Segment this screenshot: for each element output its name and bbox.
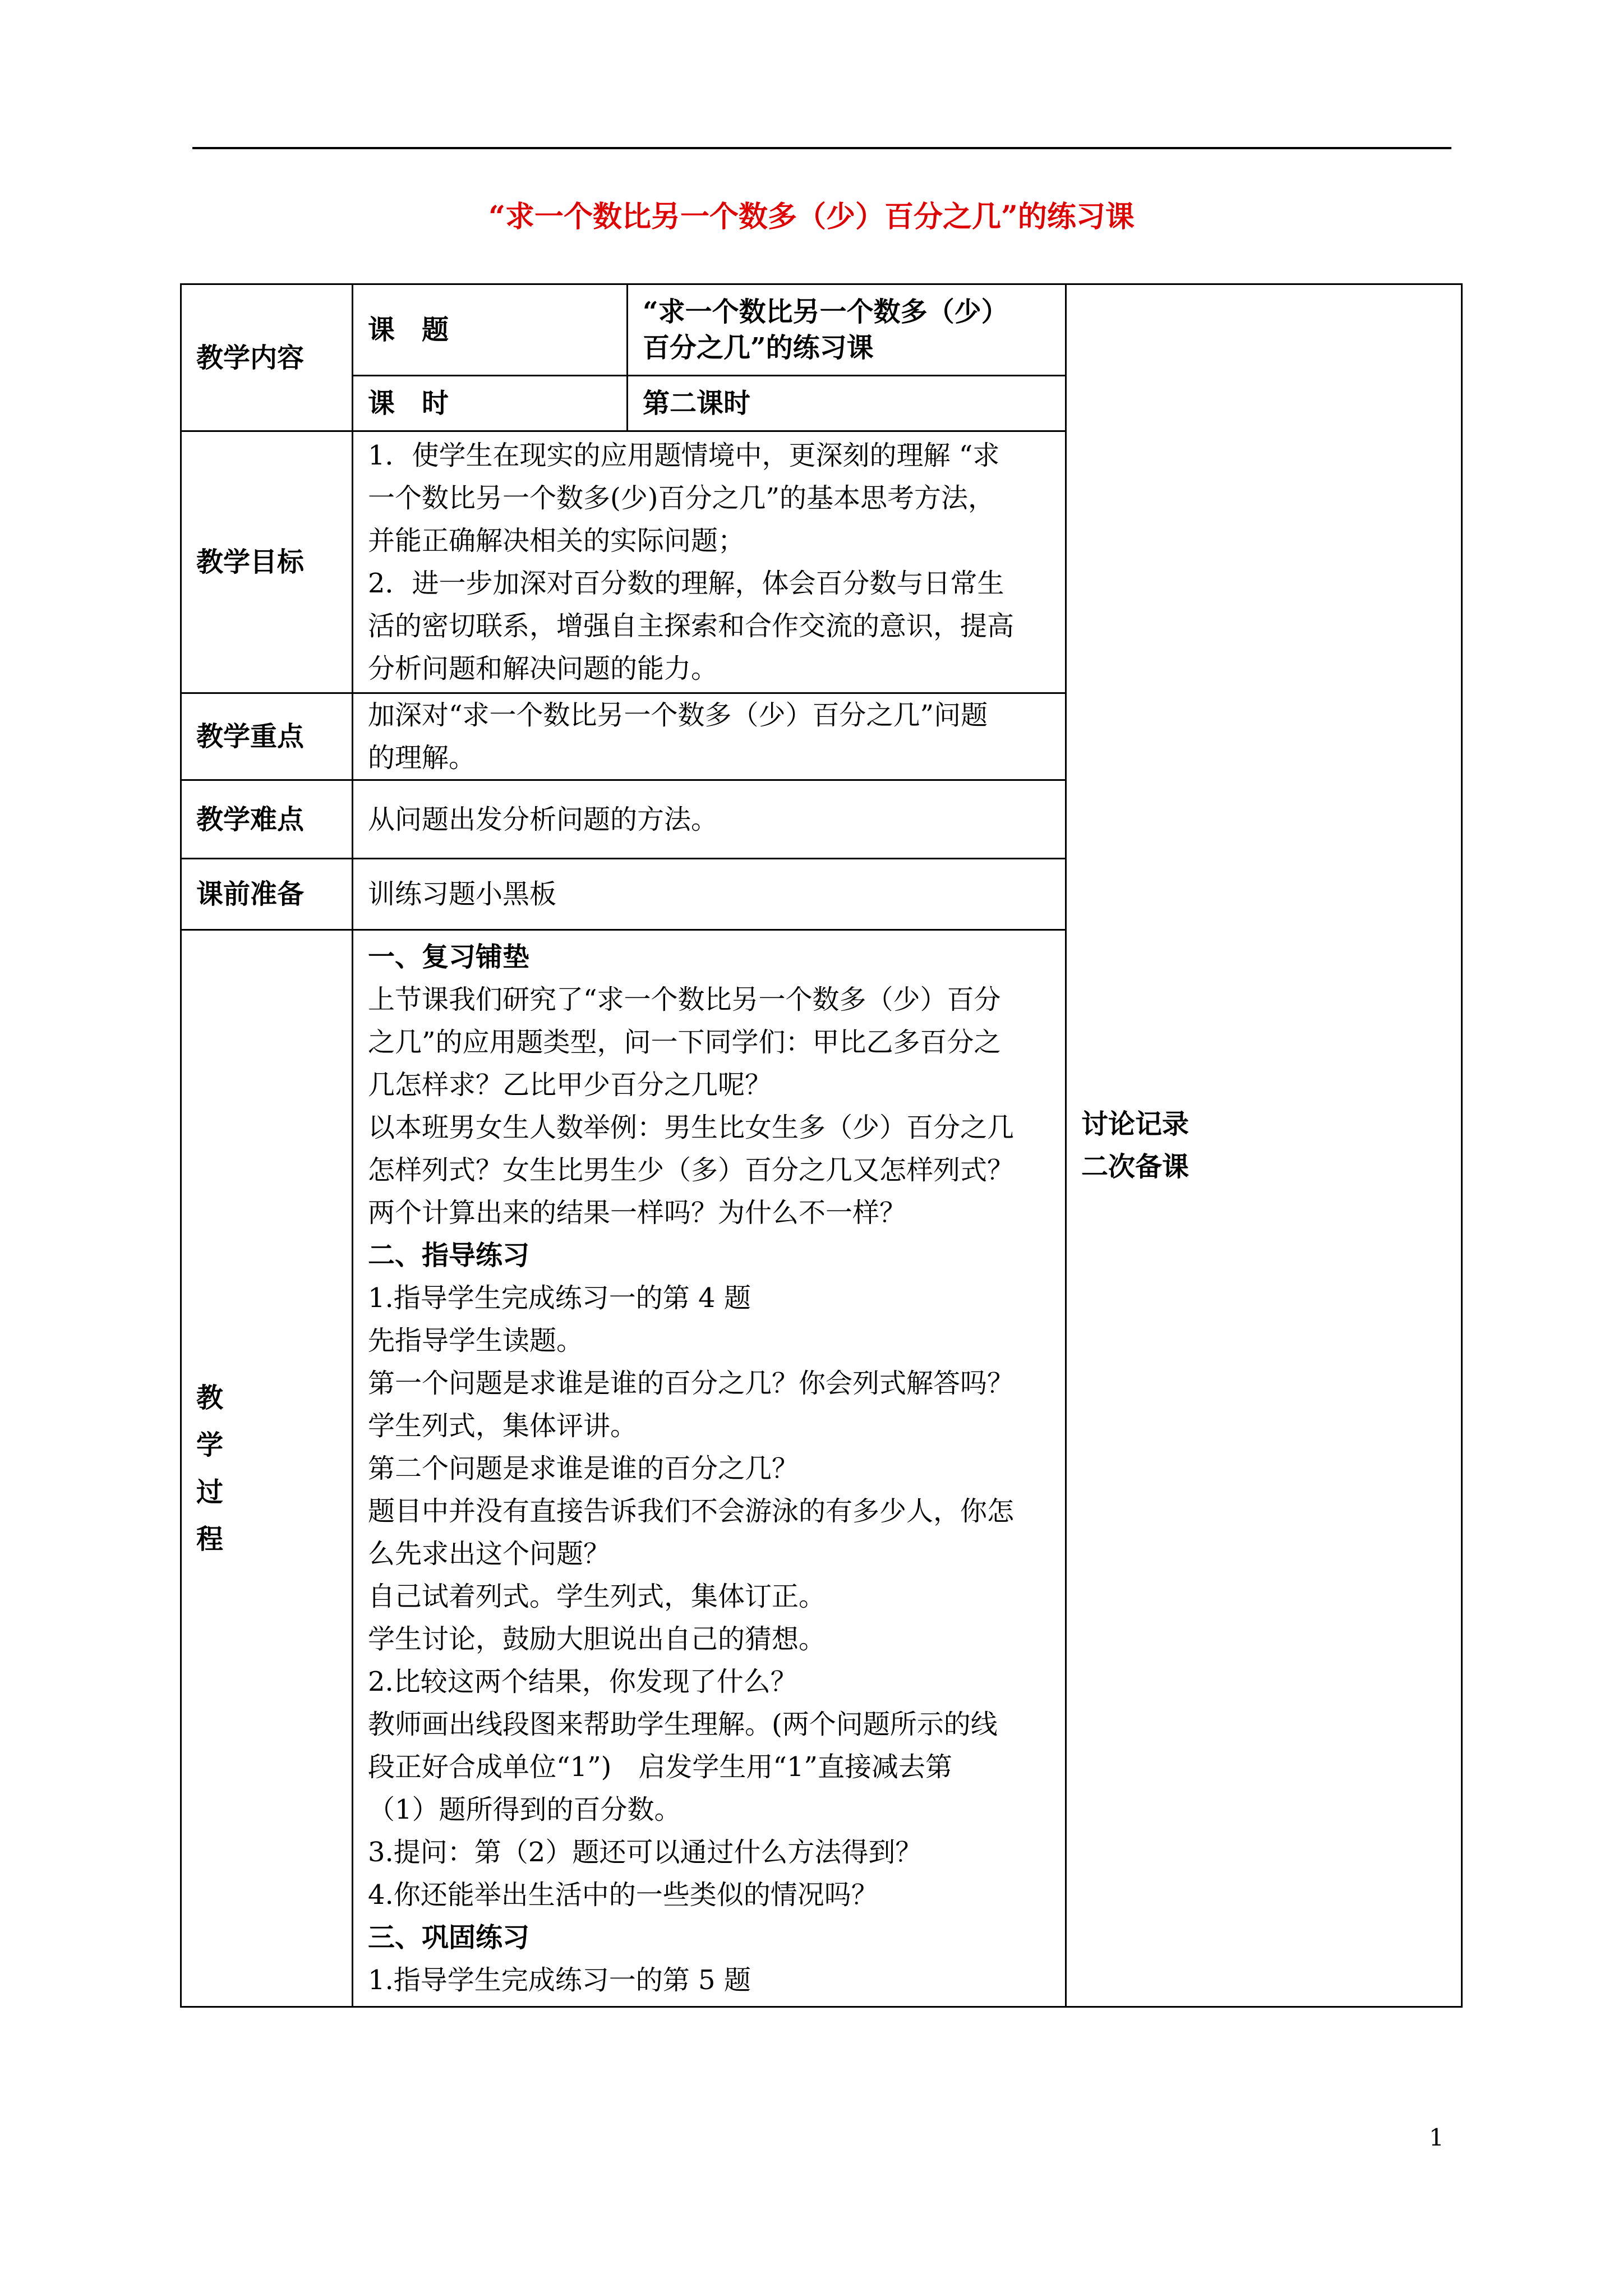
topic-label: 课 题 (353, 284, 628, 376)
process-line: 两个计算出来的结果一样吗？为什么不一样？ (368, 1197, 907, 1228)
process-line: 学生讨论，鼓励大胆说出自己的猜想。 (368, 1623, 826, 1655)
objectives-line: 并能正确解决相关的实际问题； (368, 525, 745, 556)
process-line: 学生列式，集体评讲。 (368, 1410, 638, 1442)
topic-value (628, 284, 1066, 376)
process-section-heading: 二、指导练习 (368, 1239, 530, 1271)
second-preparation-label: 二次备课 (1081, 1151, 1189, 1182)
process-label (181, 930, 353, 2007)
process-line: 1.指导学生完成练习一的第 4 题 (368, 1282, 751, 1314)
process-line: 怎样列式？女生比男生少（多）百分之几又怎样列式？ (368, 1154, 1015, 1186)
process-label-char: 教 (196, 1382, 224, 1414)
content-label: 教学内容 (181, 284, 353, 431)
notes-column (1066, 284, 1462, 2007)
objectives-line: 1．使学生在现实的应用题情境中，更深刻的理解 “求 (368, 440, 1000, 471)
objectives-line: 一个数比另一个数多(少)百分之几”的基本思考方法， (368, 482, 995, 514)
process-label-char: 学 (196, 1429, 224, 1461)
process-line: 上节课我们研究了“求一个数比另一个数多（少）百分 (368, 983, 1001, 1015)
process-line: 第一个问题是求谁是谁的百分之几？你会列式解答吗？ (368, 1367, 1015, 1399)
process-label-char: 过 (196, 1476, 224, 1508)
process-line: 教师画出线段图来帮助学生理解。(两个问题所示的线 (368, 1708, 998, 1740)
key-points-line: 的理解。 (368, 742, 476, 774)
header-rule (192, 147, 1451, 149)
period-value: 第二课时 (628, 376, 1066, 431)
preparation-content: 训练习题小黑板 (353, 859, 1066, 930)
process-content (353, 930, 1066, 2007)
key-points-label: 教学重点 (181, 693, 353, 780)
process-line: 段正好合成单位“1”) 启发学生用“1”直接减去第 (368, 1751, 952, 1783)
objectives-line: 活的密切联系，增强自主探索和合作交流的意识，提高 (368, 610, 1015, 642)
process-line: 2.比较这两个结果，你发现了什么？ (368, 1665, 797, 1697)
objectives-line: 分析问题和解决问题的能力。 (368, 653, 718, 684)
topic-value-line: 百分之几”的练习课 (643, 332, 874, 364)
process-line: 几怎样求？乙比甲少百分之几呢？ (368, 1069, 772, 1101)
process-section-heading: 一、复习铺垫 (368, 941, 530, 973)
objectives-content (353, 431, 1066, 693)
key-points-content (353, 693, 1066, 780)
process-line: 么先求出这个问题？ (368, 1538, 611, 1570)
discussion-record-label: 讨论记录 (1081, 1108, 1189, 1140)
process-line: 题目中并没有直接告诉我们不会游泳的有多少人，你怎 (368, 1495, 1015, 1527)
process-section-heading: 三、巩固练习 (368, 1921, 530, 1953)
page-number: 1 (1429, 2124, 1444, 2151)
process-line: 以本班男女生人数举例：男生比女生多（少）百分之几 (368, 1111, 1015, 1143)
process-line: 自己试着列式。学生列式，集体订正。 (368, 1580, 826, 1612)
difficulty-label: 教学难点 (181, 780, 353, 859)
objectives-line: 2．进一步加深对百分数的理解，体会百分数与日常生 (368, 568, 1004, 599)
lesson-plan-table (180, 283, 1463, 2008)
difficulty-content: 从问题出发分析问题的方法。 (353, 780, 1066, 859)
process-line: 1.指导学生完成练习一的第 5 题 (368, 1964, 751, 1996)
key-points-line: 加深对“求一个数比另一个数多（少）百分之几”问题 (368, 700, 988, 731)
preparation-label: 课前准备 (181, 859, 353, 930)
objectives-label: 教学目标 (181, 431, 353, 693)
process-line: 之几”的应用题类型，问一下同学们：甲比乙多百分之 (368, 1026, 1001, 1058)
process-line: 3.提问：第（2）题还可以通过什么方法得到？ (368, 1836, 923, 1868)
topic-value-line: “求一个数比另一个数多（少） (643, 296, 1008, 328)
period-label: 课 时 (353, 376, 628, 431)
process-label-char: 程 (196, 1523, 224, 1555)
process-line: 先指导学生读题。 (368, 1324, 584, 1356)
process-line: 4.你还能举出生活中的一些类似的情况吗？ (368, 1879, 878, 1911)
process-line: （1）题所得到的百分数。 (368, 1793, 681, 1825)
document-title: “求一个数比另一个数多（少）百分之几”的练习课 (488, 200, 1135, 234)
process-line: 第二个问题是求谁是谁的百分之几？ (368, 1452, 799, 1484)
